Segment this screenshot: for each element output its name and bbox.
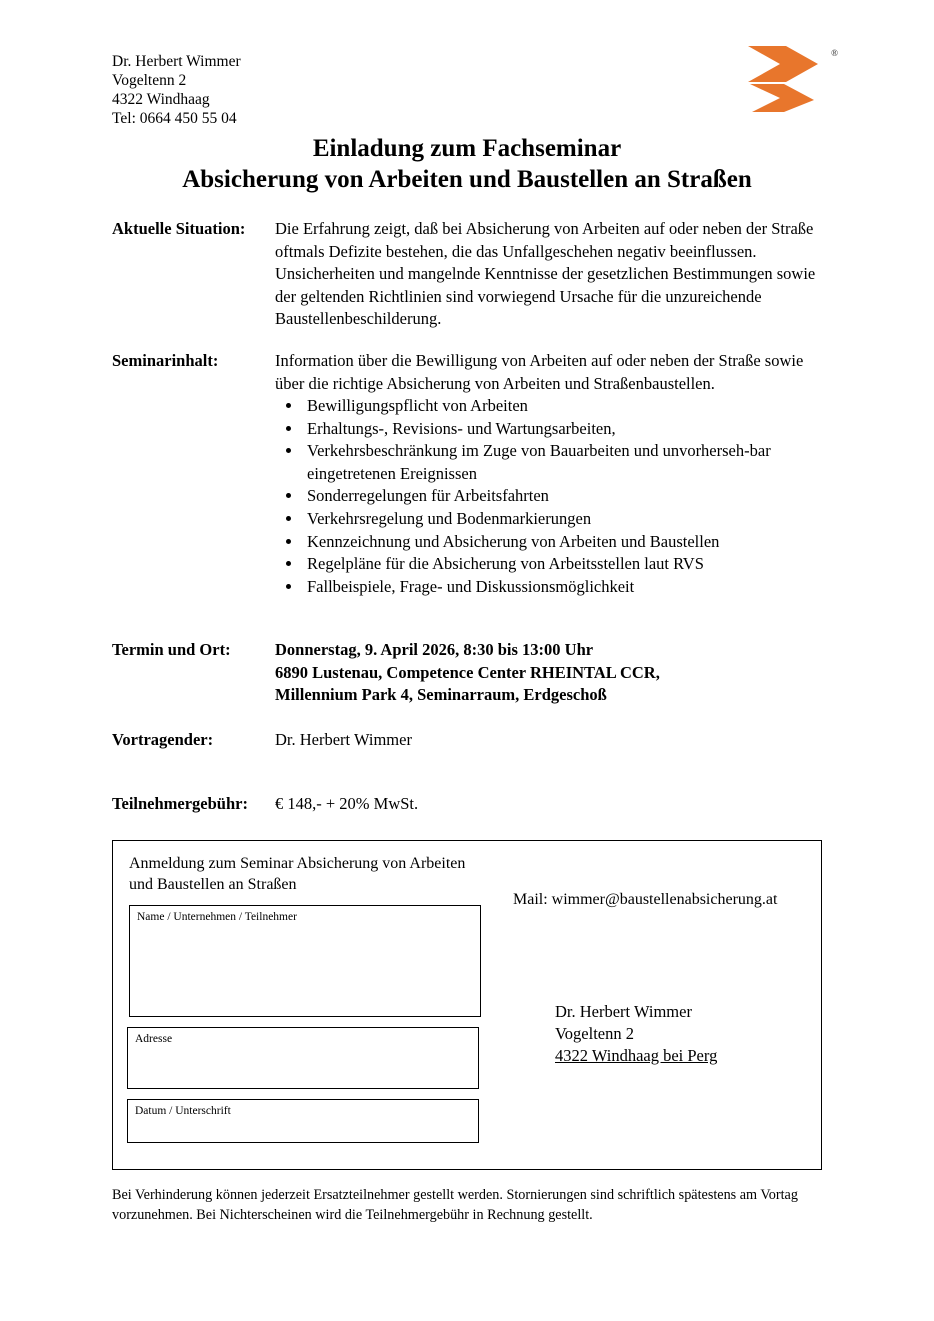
section-content-termin (275, 639, 828, 707)
section-text-vortragender: Dr. Herbert Wimmer (275, 730, 412, 749)
contact-mail[interactable]: Mail: wimmer@baustellenabsicherung.at (513, 891, 778, 908)
field-adresse[interactable] (127, 1027, 479, 1089)
sender-address-block (112, 52, 241, 128)
sender-line-city: 4322 Windhaag (112, 91, 210, 108)
section-aktuelle-situation (112, 218, 828, 331)
page-title (0, 133, 934, 195)
section-label-inhalt: Seminarinhalt: (112, 351, 219, 370)
footnote-text: Bei Verhinderung können jederzeit Ersatzteilnehmer gestellt werden. Stornierungen sind schriftlich spätestens am Vortag vorzunehmen. Bei Nichterscheinen wird die Teilnehmergebühr in Rechnung gestellt. (112, 1187, 798, 1223)
section-label-termin: Termin und Ort: (112, 640, 231, 659)
list-item: • Fallbeispiele, Frage- und Diskussionsmöglichkeit (303, 576, 828, 599)
title-line-2: Absicherung von Arbeiten und Baustellen an Straßen (182, 166, 752, 193)
termin-line-1: Donnerstag, 9. April 2026, 8:30 bis 13:00 Uhr (275, 640, 594, 659)
termin-line-2: 6890 Lustenau, Competence Center RHEINTAL CCR, (275, 662, 660, 682)
sender-line-street: Vogeltenn 2 (112, 72, 187, 89)
section-text-gebuehr: € 148,- + 20% MwSt. (275, 794, 419, 813)
field-label-adresse: Adresse (135, 1033, 173, 1045)
section-seminarinhalt (112, 350, 828, 598)
list-item: • Erhaltungs-, Revisions- und Wartungsarbeiten, (303, 418, 828, 441)
contact-address-block (555, 1001, 717, 1067)
registered-mark: ® (831, 48, 838, 58)
list-item: • Sonderregelungen für Arbeitsfahrten (303, 485, 828, 508)
company-logo-icon (740, 44, 838, 114)
sender-line-name: Dr. Herbert Wimmer (112, 53, 241, 70)
section-label-vortragender: Vortragender: (112, 730, 214, 749)
title-line-1: Einladung zum Fachseminar (312, 135, 622, 162)
section-text-situation: Die Erfahrung zeigt, daß bei Absicherung von Arbeiten auf oder neben der Straße oftmals Defizite bestehen, die das Unfallgeschehen negativ beeinflussen. Unsicherheiten und mangelnde Kenntnisse der gesetzlichen Bestimmungen sowie der geltenden Richtlinien sind vorwiegend Ursache für die unzureichende Baustellenbeschilderung. (275, 219, 816, 328)
field-datum-unterschrift[interactable] (127, 1099, 479, 1143)
registration-form-box (112, 840, 822, 1170)
section-termin-und-ort (112, 639, 828, 707)
list-item: • Verkehrsregelung und Bodenmarkierungen (303, 508, 828, 531)
contact-address-street: Vogeltenn 2 (555, 1024, 634, 1043)
section-label-situation: Aktuelle Situation: (112, 219, 246, 238)
list-item: • Bewilligungspflicht von Arbeiten (303, 395, 828, 418)
registration-title: Anmeldung zum Seminar Absicherung von Arbeiten und Baustellen an Straßen (129, 855, 466, 893)
field-label-name: Name / Unternehmen / Teilnehmer (137, 911, 297, 923)
inhalt-intro-text: Information über die Bewilligung von Arbeiten auf oder neben der Straße sowie über die richtige Absicherung von Arbeiten und Straßenbaustellen. (275, 351, 804, 393)
section-content-inhalt (275, 350, 828, 598)
contact-address-city: 4322 Windhaag bei Perg (555, 1046, 718, 1065)
field-label-datum: Datum / Unterschrift (135, 1105, 231, 1117)
field-name-unternehmen-teilnehmer[interactable] (129, 905, 481, 1017)
list-item: • Verkehrsbeschränkung im Zuge von Bauarbeiten und unvorherseh-bar eingetretenen Ereignissen (303, 440, 828, 485)
contact-address-name: Dr. Herbert Wimmer (555, 1002, 692, 1021)
termin-line-3: Millennium Park 4, Seminarraum, Erdgeschoß (275, 685, 607, 704)
list-item: • Regelpläne für die Absicherung von Arbeitsstellen laut RVS (303, 553, 828, 576)
inhalt-bullet-list (275, 395, 828, 598)
section-vortragender (112, 729, 828, 752)
sender-line-phone: Tel: 0664 450 55 04 (112, 110, 237, 127)
section-teilnehmergebuehr (112, 793, 828, 816)
section-label-gebuehr: Teilnehmergebühr: (112, 794, 248, 813)
list-item: • Kennzeichnung und Absicherung von Arbeiten und Baustellen (303, 531, 828, 554)
